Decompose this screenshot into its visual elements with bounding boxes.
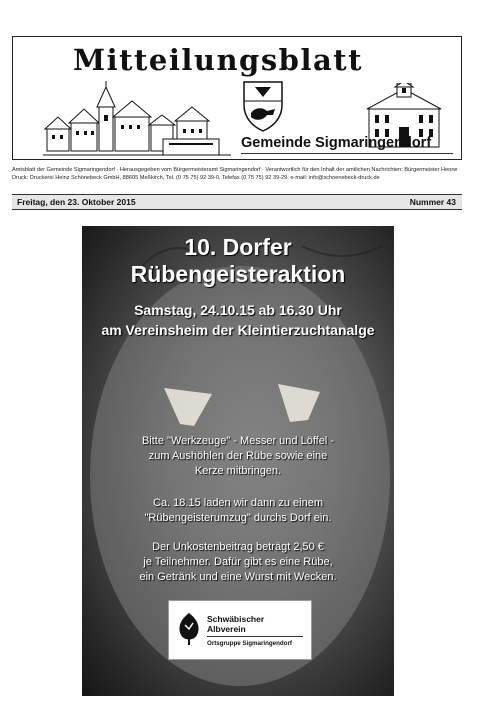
instructions-line: Kerze mitbringen. — [194, 465, 282, 477]
logo-name-line1: Schwäbischer — [207, 614, 265, 624]
imprint-line: Amtsblatt der Gemeinde Sigmaringendorf · Herausgegeben vom Bürgermeisteramt Sigmaringendorf · Verantwortlich für den Inhalt der amtlichen Nachrichten: Bürgermeister Henne — [12, 167, 458, 173]
logo-divider — [207, 636, 303, 637]
logo-group-name: Ortsgruppe Sigmaringendorf — [207, 640, 292, 647]
instructions-paragraph — [82, 434, 394, 479]
poster-title-line2: Rübengeisteraktion — [130, 261, 346, 287]
event-date: Samstag, 24.10.15 ab 16.30 Uhr — [134, 302, 342, 318]
parade-paragraph — [82, 496, 394, 526]
issue-date: Freitag, den 23. Oktober 2015 — [17, 197, 136, 207]
logo-name-line2: Albverein — [207, 624, 246, 634]
masthead — [12, 36, 462, 160]
coat-of-arms-icon — [241, 79, 285, 133]
instructions-line: zum Aushöhlen der Rübe sowie eine — [148, 450, 328, 462]
parade-line: "Rübengeisterumzug" durchs Dorf ein. — [144, 512, 332, 524]
imprint — [12, 166, 480, 182]
fee-paragraph — [82, 540, 394, 585]
fee-line: Der Unkostenbeitrag beträgt 2,50 € — [152, 541, 324, 553]
event-venue: am Vereinsheim der Kleintierzuchtanalge — [101, 322, 375, 338]
village-skyline-illustration — [43, 77, 233, 159]
imprint-line: Druck: Druckerei Heinz Schönebeck GmbH, 88605 Meßkirch, Tel. (0 75 75) 92 39-0, Telefax (0 75 75) 92 39-29, e-mail: info@schoenebeck-druck.de — [12, 175, 380, 181]
fee-line: ein Getränk und eine Wurst mit Wecken. — [139, 571, 337, 583]
albverein-logo-card — [168, 600, 312, 660]
newsletter-title: Mitteilungsblatt — [73, 43, 364, 77]
subtitle-underline — [241, 153, 453, 154]
fee-line: je Teilnehmer. Dafür gibt es eine Rübe, — [143, 556, 333, 568]
albverein-leaf-icon — [175, 611, 203, 647]
issue-number: Nummer 43 — [409, 197, 456, 207]
municipality-name: Gemeinde Sigmaringendorf — [241, 135, 432, 151]
issue-bar — [12, 194, 462, 210]
instructions-line: Bitte "Werkzeuge" - Messer und Löffel - — [141, 435, 335, 447]
parade-line: Ca. 18.15 laden wir dann zu einem — [153, 497, 323, 509]
event-poster — [82, 226, 394, 696]
poster-title-line1: 10. Dorfer — [184, 234, 292, 260]
